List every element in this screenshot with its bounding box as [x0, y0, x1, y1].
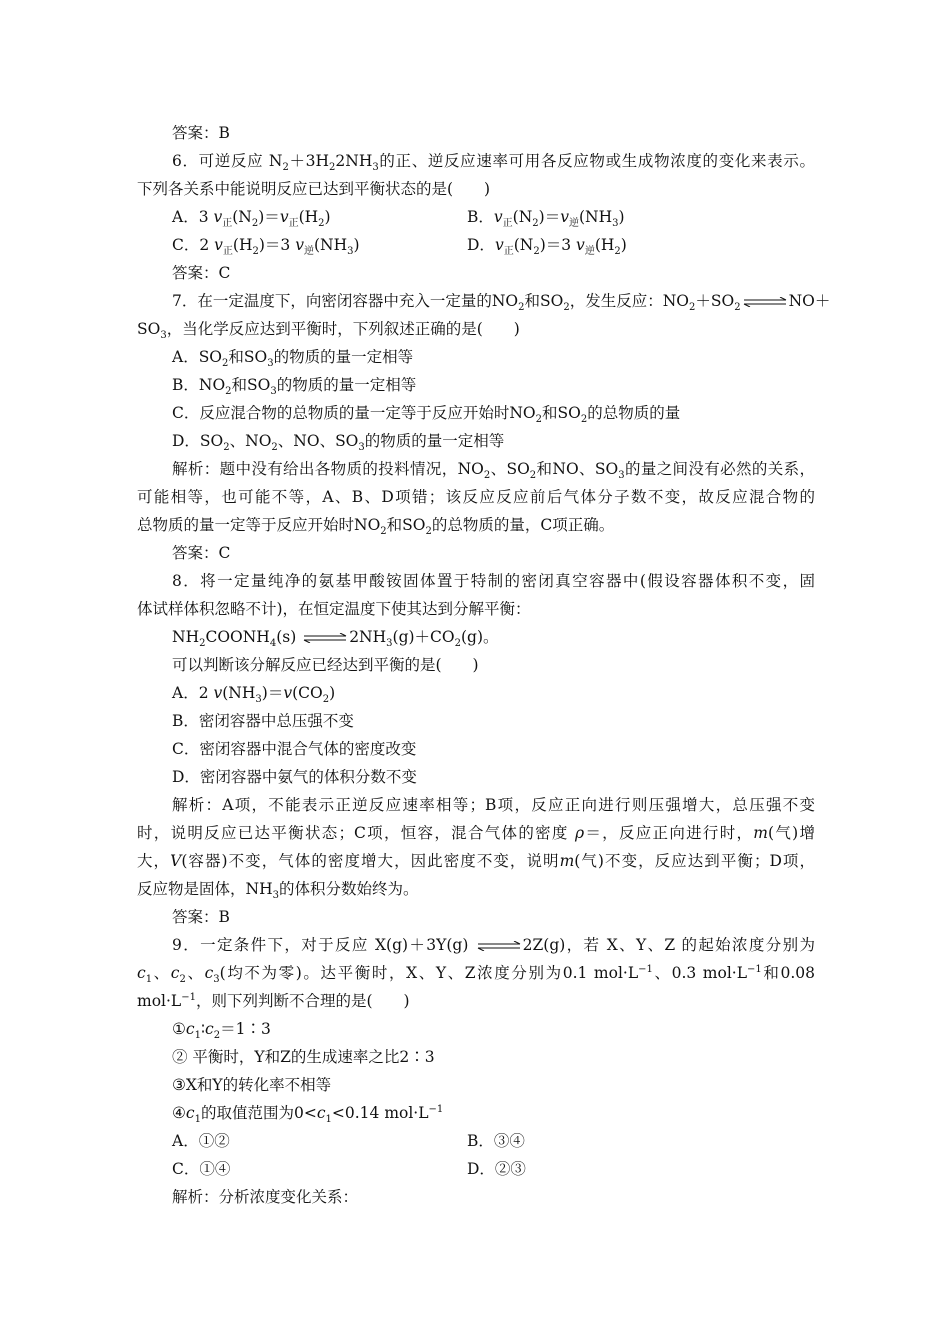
q9-statement-2: ② 平衡时，Y和Z的生成速率之比2∶3: [172, 1048, 435, 1066]
q8-stem-line1: 8．将一定量纯净的氨基甲酸铵固体置于特制的密闭真空容器中(假设容器体积不变，固: [172, 572, 815, 590]
q8-equation: $NH_2COONH_4(s)$ $2NH_3(g)+CO_2(g)$。: [172, 628, 499, 650]
q9-stem-line1: 9．一定条件下，对于反应 X(g)＋3Y(g) 2Z(g)，若 X、Y、Z 的起始浓度分别为: [172, 936, 815, 954]
q7-analysis-line2: 可能相等，也可能不等，A、B、D项错；该反应反应前后气体分子数不变，故反应混合物的: [137, 488, 815, 506]
q8-analysis-line2: 时，说明反应已达平衡状态；C项，恒容，混合气体的密度 ρ＝，反应正向进行时，m(气)增: [137, 824, 815, 842]
q6-option-d: D．$v_正(N_2)=3$ $v_逆(H_2)$: [467, 236, 627, 258]
q8-analysis-line3: 大，V(容器)不变，气体的密度增大，因此密度不变，说明m(气)不变，反应达到平衡；D项，: [137, 852, 815, 870]
q9-option-b: B．③④: [467, 1132, 525, 1150]
equilibrium-arrow-icon: [477, 941, 521, 951]
q6-option-c: C．2 $v_正(H_2)=3$ $v_逆(NH_3)$: [172, 236, 360, 258]
q6-answer: 答案：C: [172, 264, 231, 282]
q9-option-a: A．①②: [172, 1132, 230, 1150]
q8-analysis-line1: 解析：A项，不能表示正逆反应速率相等；B项，反应正向进行则压强增大，总压强不变: [172, 796, 815, 814]
q9-statement-3: ③X和Y的转化率不相等: [172, 1076, 332, 1094]
q7-stem-line1: 7．在一定温度下，向密闭容器中充入一定量的$NO_2$和$SO_2$，发生反应：$NO_2+SO_2$ NO＋: [172, 292, 831, 314]
q7-option-d: D．$SO_2$、$NO_2$、NO、$SO_3$的物质的量一定相等: [172, 432, 505, 454]
q7-option-a: A．$SO_2$和$SO_3$的物质的量一定相等: [172, 348, 414, 370]
equilibrium-arrow-icon: [303, 633, 347, 643]
q9-stem-line3: $mol\cdot L^{-1}$，则下列判断不合理的是( ): [137, 991, 410, 1010]
q8-option-d: D．密闭容器中氨气的体积分数不变: [172, 768, 417, 786]
q8-answer: 答案：B: [172, 908, 230, 926]
q6-option-b: B．$v_正(N_2)=v_逆(NH_3)$: [467, 208, 625, 230]
q7-stem-line2: $SO_3$，当化学反应达到平衡时，下列叙述正确的是( ): [137, 320, 520, 342]
q7-analysis-line1: 解析：题中没有给出各物质的投料情况，$NO_2$、$SO_2$和NO、$SO_3$的量之间没有必然的关系，: [172, 460, 815, 482]
q9-option-c: C．①④: [172, 1160, 231, 1178]
q8-stem-line3: 可以判断该分解反应已经达到平衡的是( ): [172, 656, 479, 674]
q9-statement-4: $④c_1$的取值范围为$0<c_1<0.14$ $mol\cdot L^{-1}$: [172, 1103, 444, 1126]
q6-option-a: A．3 $v_正(N_2)=v_正(H_2)$: [172, 208, 331, 230]
q8-stem-line2: 体试样体积忽略不计)，在恒定温度下使其达到分解平衡：: [137, 600, 531, 618]
q9-analysis: 解析：分析浓度变化关系：: [172, 1188, 359, 1206]
q9-statement-1: $①c_1∶c_2=1∶3$: [172, 1020, 271, 1042]
q5-answer: 答案：B: [172, 124, 230, 142]
equilibrium-arrow-icon: [743, 297, 787, 307]
q7-option-c: C．反应混合物的总物质的量一定等于反应开始时$NO_2$和$SO_2$的总物质的量: [172, 404, 681, 426]
q6-stem-line1: 6．可逆反应 $N_2+3H_22NH_3$的正、逆反应速率可用各反应物或生成物浓度的变化来表示。: [172, 152, 815, 174]
q8-option-b: B．密闭容器中总压强不变: [172, 712, 354, 730]
q8-analysis-line4: 反应物是固体，$NH_3$的体积分数始终为。: [137, 880, 419, 902]
q7-answer: 答案：C: [172, 544, 231, 562]
q9-stem-line2: $c_1$、$c_2$、$c_3$(均不为零)。达平衡时，X、Y、Z浓度分别为0.1 $mol\cdot L^{-1}$、0.3 $mol\cdot L^{-1}$和0.08: [137, 963, 815, 986]
q9-option-d: D．②③: [467, 1160, 526, 1178]
q7-analysis-line3: 总物质的量一定等于反应开始时$NO_2$和$SO_2$的总物质的量，C项正确。: [137, 516, 615, 538]
q8-option-a: A．2 $v(NH_3)=v(CO_2)$: [172, 684, 336, 706]
q8-option-c: C．密闭容器中混合气体的密度改变: [172, 740, 417, 758]
q7-option-b: B．$NO_2$和$SO_3$的物质的量一定相等: [172, 376, 417, 398]
q6-stem-line2: 下列各关系中能说明反应已达到平衡状态的是( ): [137, 180, 491, 198]
